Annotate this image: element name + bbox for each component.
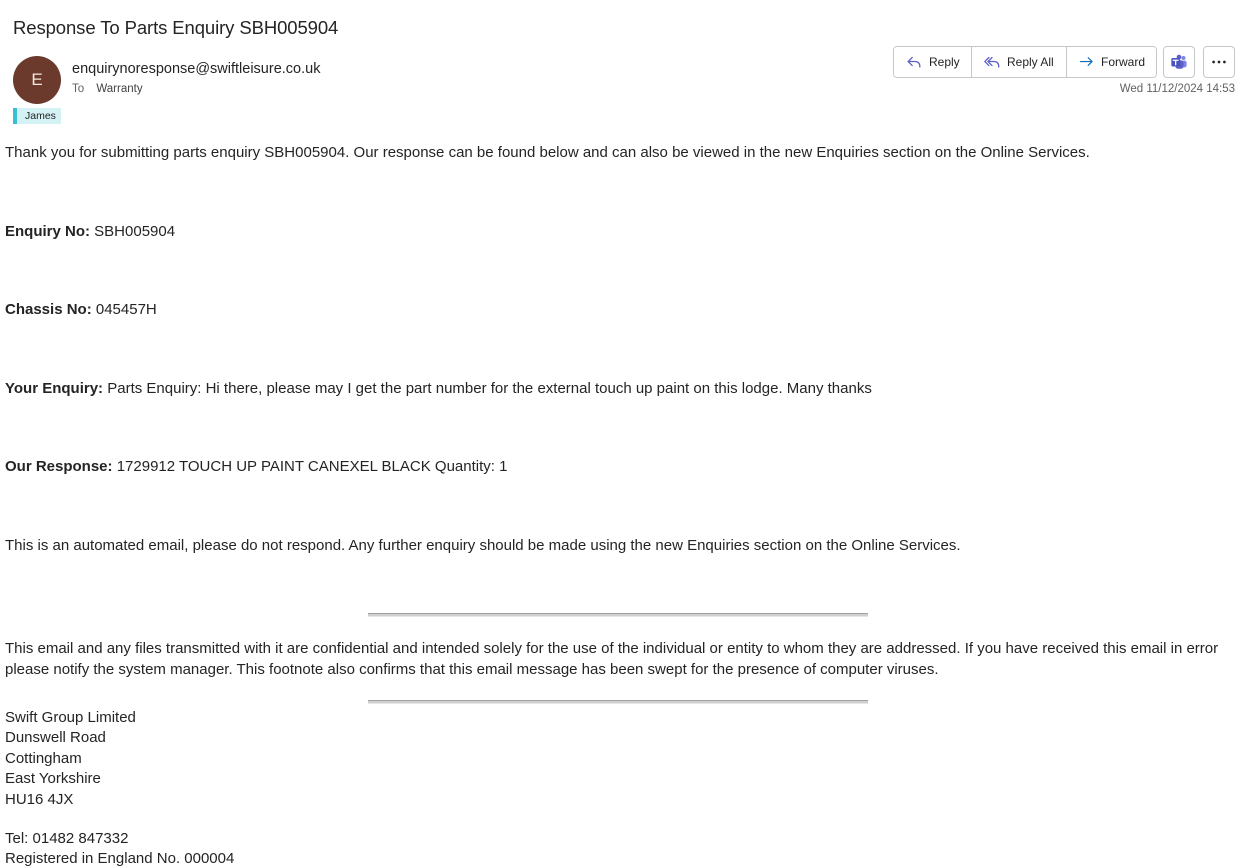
signature-registration: Registered in England No. 000004: [5, 850, 235, 867]
your-enquiry-line: [5, 379, 1233, 400]
signature-address-1: Dunswell Road: [5, 729, 106, 746]
disclaimer-paragraph: This email and any files transmitted with it are confidential and intended solely for the use of the individual or entity to whom they are addressed. If you have received this email in error please notify the system manager. This footnote also confirms that this email message has been swept for the presence of computer viruses.: [5, 640, 1219, 678]
chassis-number-value: 045457H: [91, 301, 157, 318]
enquiry-number-line: [5, 222, 1233, 243]
forward-button[interactable]: [1066, 47, 1156, 77]
signature-address-2: Cottingham: [5, 750, 82, 767]
avatar-initial: E: [31, 70, 43, 89]
signature-postcode: HU16 4JX: [5, 791, 74, 808]
reply-all-label: Reply All: [1007, 55, 1054, 69]
more-actions-button[interactable]: [1203, 46, 1235, 78]
teams-button[interactable]: [1163, 46, 1195, 78]
sender-avatar[interactable]: [13, 56, 61, 104]
message-actions: [893, 46, 1157, 78]
email-subject: Response To Parts Enquiry SBH005904: [13, 17, 339, 38]
your-enquiry-value: Parts Enquiry: Hi there, please may I get the part number for the external touch up paint on this lodge. Many thanks: [103, 380, 872, 397]
divider: [368, 613, 868, 617]
signature-address-3: East Yorkshire: [5, 770, 101, 787]
enquiry-number-label: Enquiry No:: [5, 223, 90, 240]
recipient-name[interactable]: Warranty: [96, 83, 143, 95]
reply-all-icon: [983, 53, 1001, 71]
to-label: To: [72, 83, 85, 95]
category-tag[interactable]: James: [13, 108, 61, 124]
our-response-label: Our Response:: [5, 458, 113, 475]
received-date: Wed 11/12/2024 14:53: [1119, 83, 1235, 95]
your-enquiry-label: Your Enquiry:: [5, 380, 104, 397]
forward-label: Forward: [1100, 55, 1145, 69]
sender-address[interactable]: enquirynoresponse@swiftleisure.co.uk: [72, 61, 321, 77]
signature-telephone: Tel: 01482 847332: [5, 830, 129, 847]
our-response-line: [5, 457, 1233, 478]
divider: [368, 700, 868, 704]
forward-icon: [1078, 53, 1095, 71]
reply-button[interactable]: [894, 47, 971, 77]
chassis-number-line: [5, 300, 1233, 321]
automated-notice: This is an automated email, please do not respond. Any further enquiry should be made using the new Enquiries section on the Online Services.: [5, 537, 961, 554]
more-icon: [1210, 53, 1228, 71]
reply-icon: [905, 53, 923, 71]
recipient-line: [72, 83, 143, 95]
signature-company: Swift Group Limited: [5, 709, 136, 726]
chassis-number-label: Chassis No:: [5, 301, 92, 318]
our-response-value: 1729912 TOUCH UP PAINT CANEXEL BLACK Quantity: 1: [112, 458, 508, 475]
reply-all-button[interactable]: [971, 47, 1066, 77]
reply-label: Reply: [929, 55, 960, 69]
teams-icon: [1170, 53, 1188, 71]
enquiry-number-value: SBH005904: [90, 223, 176, 240]
intro-paragraph: Thank you for submitting parts enquiry SBH005904. Our response can be found below and can also be viewed in the new Enquiries section on the Online Services.: [5, 144, 1090, 161]
